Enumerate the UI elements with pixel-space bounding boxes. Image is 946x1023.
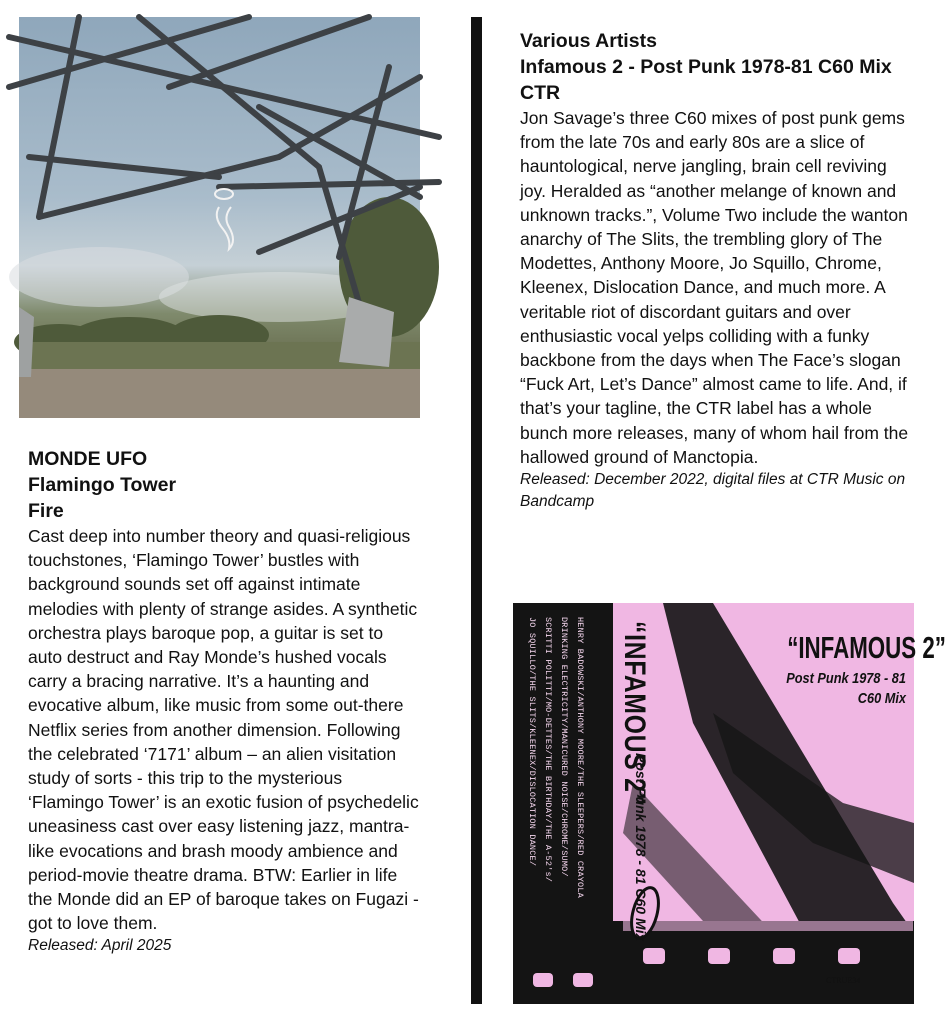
cover-subtitle xyxy=(767,669,906,709)
track-listing-line-2: SCRITTI POLITTI/MO-DETTES/THE BIRTHDAY/THE A-52's/ xyxy=(543,617,553,883)
artist-name: Various Artists xyxy=(520,30,657,52)
gravel-ground xyxy=(19,369,420,418)
album-cover-infamous-2 xyxy=(513,603,946,1004)
cover-subtitle-line-1: Post Punk 1978 - 81 xyxy=(786,670,906,687)
release-info: Released: April 2025 xyxy=(28,937,172,955)
pylon-scene-art xyxy=(19,17,420,418)
album-title: Flamingo Tower xyxy=(28,474,177,496)
release-info: Released: December 2022, digital files at CTR Music on Bandcamp xyxy=(520,471,906,511)
record-label: Fire xyxy=(28,500,64,522)
ghost-figure xyxy=(215,189,233,249)
spine-subtitle: Post Punk 1978 - 81 C60 Mix xyxy=(633,753,649,942)
cover-title: “INFAMOUS 2” xyxy=(787,630,946,665)
track-listing-line-4: HENRY BADOWSKI/ANTHONY MOORE/THE SLEEPERS/RED CRAYOLA xyxy=(575,617,585,898)
track-listing-line-3: DRINKING ELECTRICITY/MANICURED NOISE/CHROME/SUMO/ xyxy=(559,617,569,877)
artist-name: MONDE UFO xyxy=(28,448,148,470)
spine-title: “INFAMOUS 2” xyxy=(618,621,651,806)
review-body: Cast deep into number theory and quasi-religious touchstones, ‘Flamingo Tower’ bustles with background sounds set off against intimate melodies with plenty of strange asides. A synthetic orchestra plays baroque pop, a guitar is set to auto destruct and Ray Monde’s hushed vocals carry a bracing narrative. It’s a haunting and evocative album, like music from some out-there Netflix series from another dimension. Following the celebrated ‘7171’ album – an alien visitation study of sorts - this trip to the mysterious ‘Flamingo Tower’ is an exotic fusion of psychedelic uneasiness cast over easy listening jazz, mantra-like evocations and brash moody ambience and period-movie theatre drama. BTW: Earlier in life the Monde did an EP of baroque takes on Fugazi - got to love them. xyxy=(28,526,419,934)
record-label: CTR xyxy=(520,82,561,104)
column-divider xyxy=(471,17,482,1004)
album-cover-flamingo-tower xyxy=(19,17,420,418)
cover-subtitle-line-2: C60 Mix xyxy=(857,690,906,707)
review-left xyxy=(19,17,420,957)
album-title: Infamous 2 - Post Punk 1978-81 C60 Mix xyxy=(520,56,892,78)
catalog-number: CTRUE34 xyxy=(826,976,861,985)
review-right xyxy=(520,28,915,513)
review-body: Jon Savage’s three C60 mixes of post punk gems from the late 70s and early 80s are a slice of hauntological, nerve jangling, brain cell reviving joy. Heralded as “another melange of known and unknown tracks.”, Volume Two include the wanton anarchy of The Slits, the trembling glory of The Modettes, Anthony Moore, Jo Squillo, Chrome, Kleenex, Dislocation Dance, and much more. A veritable riot of discordant guitars and over enthusiastic vocal yelps colliding with a funky backbone from the days when The Face’s slogan “Fuck Art, Let’s Dance” almost came to life. And, if that’s your tagline, the CTR label has a whole bunch more releases, many of whom hail from the hallowed ground of Manctopia. xyxy=(520,108,909,467)
track-listing-line-1: JO SQUILLO/THE SLITS/KLEENEX/DISLOCATION DANCE/ xyxy=(527,617,537,867)
